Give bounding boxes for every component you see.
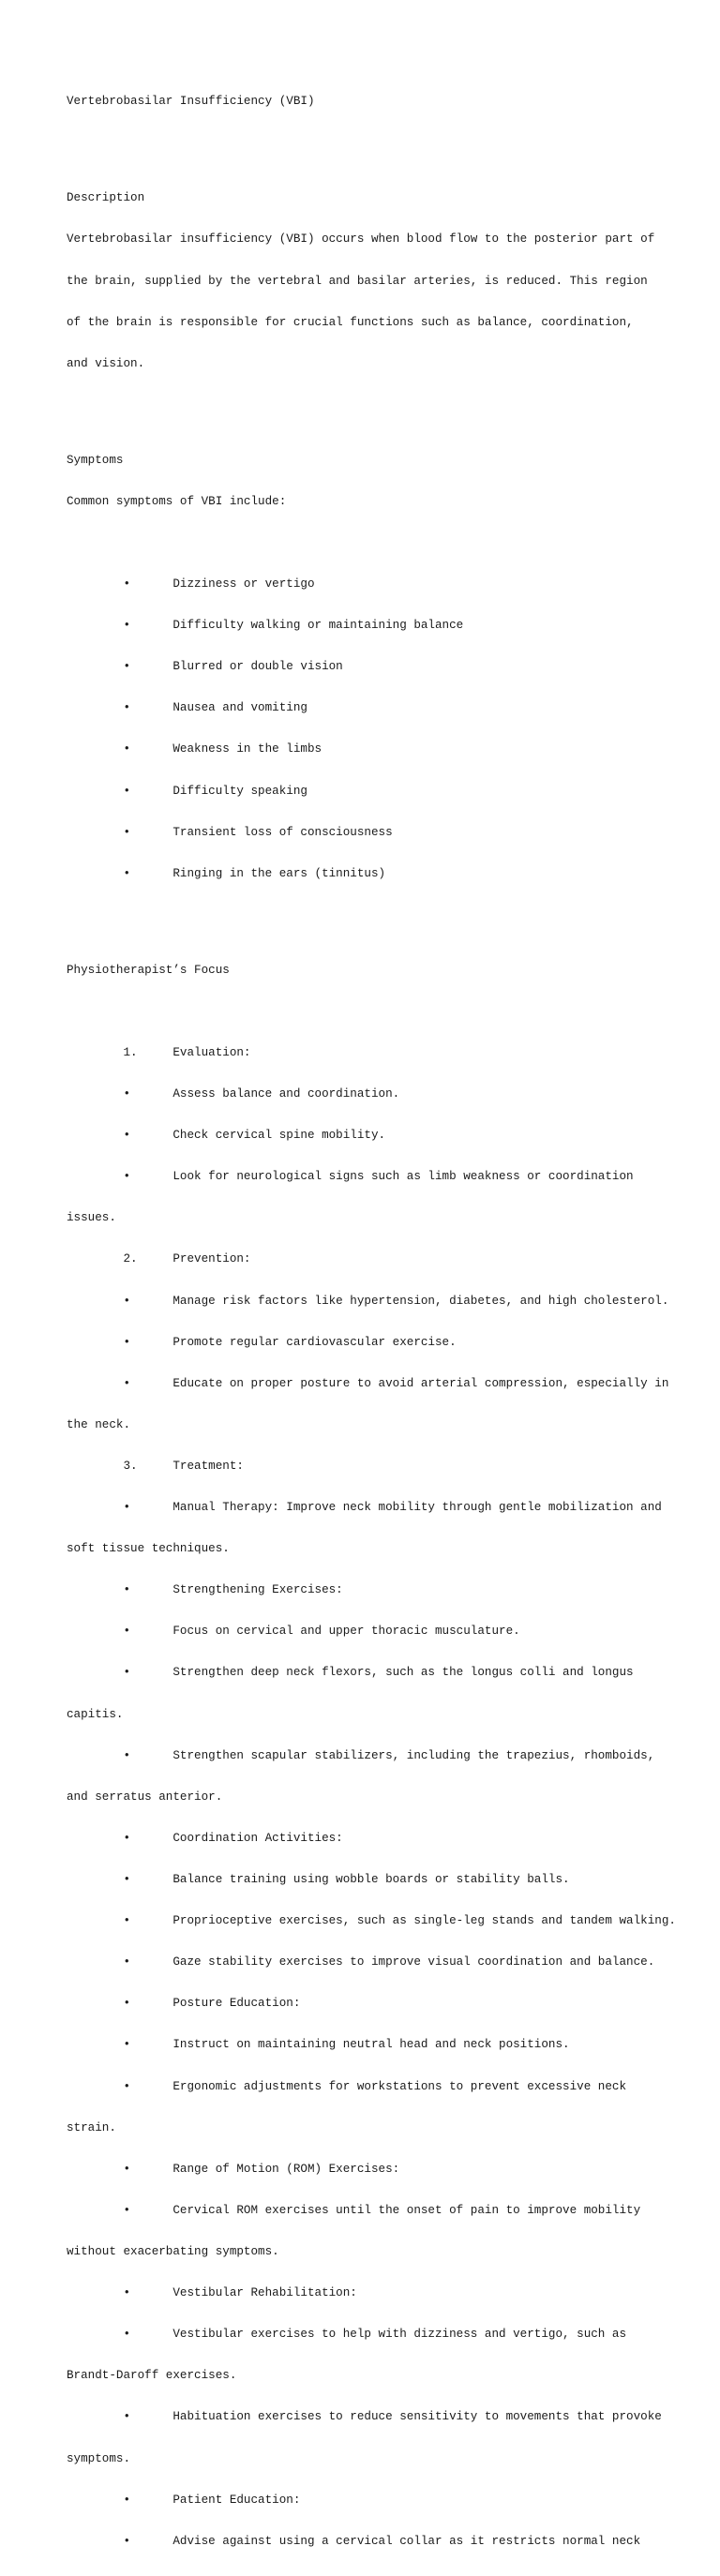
focus-line: strain. [67,2120,116,2134]
focus-line: • Advise against using a cervical collar as it restricts normal neck [67,2534,641,2548]
description-heading: Description [67,191,145,205]
symptom-item: • Transient loss of consciousness [67,825,393,839]
spacer [67,137,667,151]
symptom-item: • Weakness in the limbs [67,742,322,756]
focus-line: 2. Prevention: [67,1252,251,1266]
focus-line: • Look for neurological signs such as limb weakness or coordination [67,1170,634,1184]
focus-line: soft tissue techniques. [67,1542,230,1556]
description-line: of the brain is responsible for crucial functions such as balance, coordination, [67,315,634,329]
focus-line: • Gaze stability exercises to improve visual coordination and balance. [67,1955,655,1969]
symptom-item: • Ringing in the ears (tinnitus) [67,866,386,880]
focus-line: • Strengthening Exercises: [67,1583,343,1597]
focus-line: • Strengthen scapular stabilizers, including the trapezius, rhomboids, [67,1748,655,1762]
focus-line: • Vestibular exercises to help with dizziness and vertigo, such as [67,2328,627,2342]
spacer [67,398,667,412]
focus-line: • Patient Education: [67,2493,301,2507]
focus-line: • Coordination Activities: [67,1831,343,1845]
focus-line: • Posture Education: [67,1997,301,2011]
document-title: Vertebrobasilar Insufficiency (VBI) [67,95,315,109]
focus-line: the neck. [67,1417,131,1431]
symptom-item: • Blurred or double vision [67,660,343,674]
symptom-item: • Nausea and vomiting [67,701,308,715]
focus-line: • Ergonomic adjustments for workstations to prevent excessive neck [67,2079,627,2093]
document-body [67,67,676,2576]
focus-line: • Cervical ROM exercises until the onset of pain to improve mobility [67,2203,641,2217]
symptom-item: • Dizziness or vertigo [67,577,315,591]
spacer [67,908,667,922]
focus-line: • Range of Motion (ROM) Exercises: [67,2162,400,2176]
focus-line: • Assess balance and coordination. [67,1086,400,1101]
focus-line: capitis. [67,1707,124,1721]
focus-line: • Instruct on maintaining neutral head and neck positions. [67,2038,570,2052]
focus-line: • Educate on proper posture to avoid arterial compression, especially in [67,1376,669,1390]
focus-line: and serratus anterior. [67,1790,223,1804]
symptom-item: • Difficulty walking or maintaining balance [67,619,464,633]
focus-line: • Habituation exercises to reduce sensitivity to movements that provoke [67,2410,662,2424]
focus-heading: Physiotherapist’s Focus [67,963,230,977]
symptoms-heading: Symptoms [67,453,124,467]
focus-line: without exacerbating symptoms. [67,2245,279,2259]
focus-line: 1. Evaluation: [67,1045,251,1059]
focus-line: issues. [67,1211,116,1225]
focus-line: • Vestibular Rehabilitation: [67,2286,357,2300]
focus-line: Brandt-Daroff exercises. [67,2369,237,2383]
focus-line: symptoms. [67,2451,131,2465]
spacer [67,1005,667,1019]
focus-line: • Focus on cervical and upper thoracic musculature. [67,1625,520,1639]
symptom-item: • Difficulty speaking [67,784,308,798]
focus-line: • Check cervical spine mobility. [67,1129,386,1143]
focus-line: • Promote regular cardiovascular exercise. [67,1335,457,1349]
focus-line: • Proprioceptive exercises, such as single-leg stands and tandem walking. [67,1914,676,1928]
description-line: the brain, supplied by the vertebral and basilar arteries, is reduced. This region [67,274,648,288]
spacer [67,536,667,550]
symptoms-intro: Common symptoms of VBI include: [67,494,287,508]
focus-line: • Balance training using wobble boards or stability balls. [67,1873,570,1887]
description-line: Vertebrobasilar insufficiency (VBI) occurs when blood flow to the posterior part of [67,232,655,247]
focus-line: 3. Treatment: [67,1459,244,1473]
focus-line: • Manual Therapy: Improve neck mobility through gentle mobilization and [67,1501,662,1515]
description-line: and vision. [67,356,145,370]
focus-line: • Manage risk factors like hypertension, diabetes, and high cholesterol. [67,1294,669,1308]
focus-line: • Strengthen deep neck flexors, such as the longus colli and longus [67,1666,634,1680]
